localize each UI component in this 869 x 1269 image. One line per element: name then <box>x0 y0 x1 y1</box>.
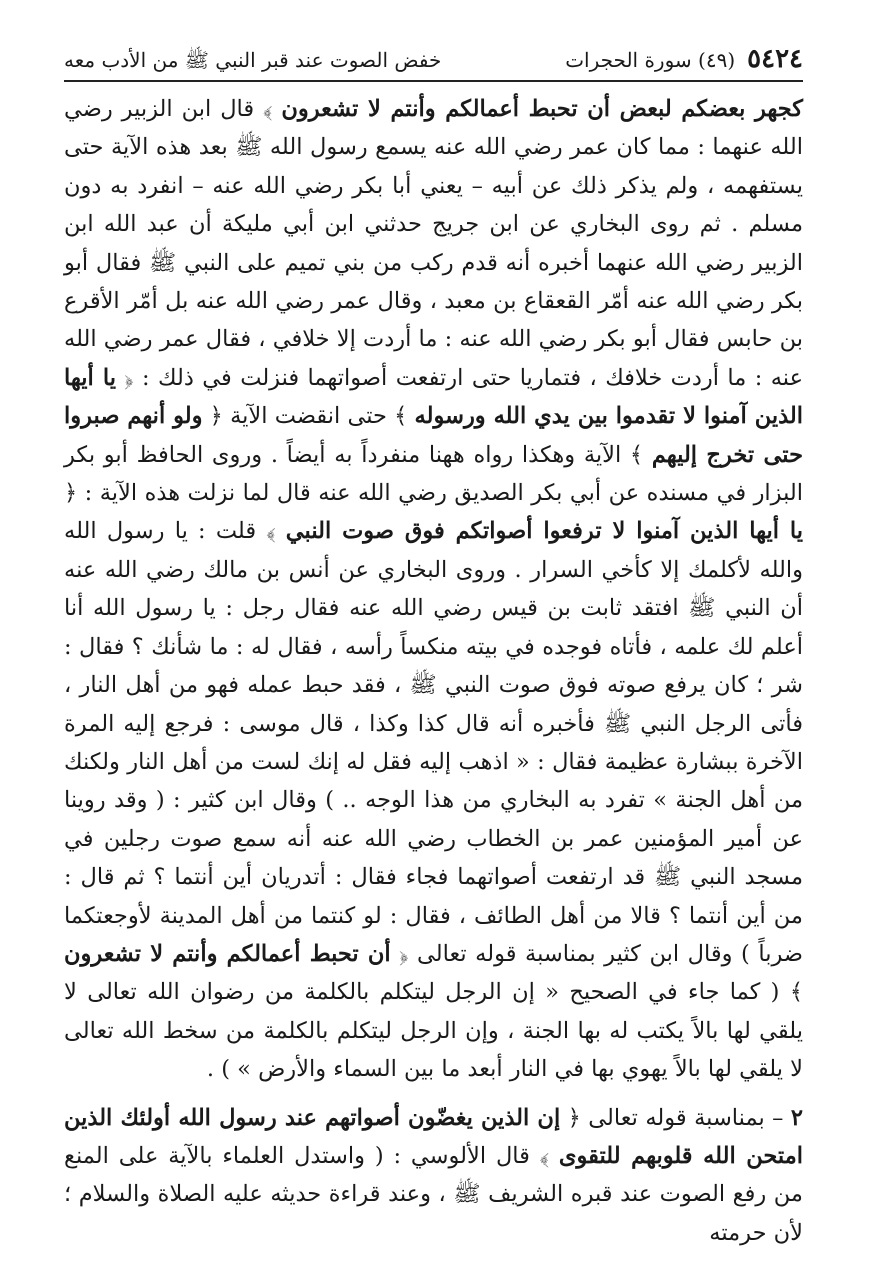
text-run: ولو أنهم صبروا حتى تخرج إليهم <box>64 403 803 468</box>
text-run: ﴾ حتى انقضت الآية ﴿ <box>202 403 415 430</box>
text-run: ﴾ الآية وهكذا رواه ههنا منفرداً به أيضاً . وروى الحافظ أبو بكر البزار في مسنده عن أبي بكر الصديق رضي الله عنه قال لما نزلت هذه الآية : ﴿ <box>64 441 803 507</box>
header-rule <box>64 80 803 82</box>
paragraph-1 <box>64 90 803 1089</box>
text-run: إن الذين يغضّون أصواتهم عند رسول الله أولئك الذين امتحن الله قلوبهم للتقوى <box>64 1104 803 1169</box>
surah-label: (٤٩) سورة الحجرات <box>565 48 736 72</box>
body-text <box>64 90 803 1252</box>
text-run: ٢ <box>790 1104 803 1131</box>
text-run: ﴾ قال الألوسي : ( واستدل العلماء بالآية على المنع من رفع الصوت عند قبره الشريف ﷺ ، وعند قراءة حديثه عليه الصلاة والسلام ؛ لأن حرمته <box>64 1142 803 1246</box>
text-run: يا أيها الذين آمنوا لا ترفعوا أصواتكم فوق صوت النبي <box>285 518 803 545</box>
text-run: – بمناسبة قوله تعالى ﴿ <box>560 1104 791 1131</box>
running-title: خفض الصوت عند قبر النبي ﷺ من الأدب معه <box>64 48 442 72</box>
text-run: كجهر بعضكم لبعض أن تحبط أعمالكم وأنتم لا تشعرون <box>281 96 804 122</box>
paragraph-2 <box>64 1099 803 1253</box>
page-number: ٥٤٢٤ <box>747 44 803 74</box>
text-run: ﴾ قال ابن الزبير رضي الله عنهما : مما كان عمر رضي الله عنه يسمع رسول الله ﷺ بعد هذه الآية حتى يستفهمه ، ولم يذكر ذلك عن أبيه – يعني أبا بكر رضي الله عنه – انفرد به دون مسلم . ثم روى البخاري عن ابن جريج حدثني ابن أبي مليكة أن عبد الله ابن الزبير رضي الله عنهما أخبره أنه قدم ركب من بني تميم على النبي ﷺ فقال أبو بكر رضي الله عنه أمّر القعقاع بن معبد ، وقال عمر رضي الله عنه بل أمّر الأقرع بن حابس فقال أبو بكر رضي الله عنه : ما أردت إلا خلافي ، فقال عمر رضي الله عنه : ما أردت خلافك ، فتماريا حتى ارتفعت أصواتهما فنزلت في ذلك : ﴿ <box>64 96 803 391</box>
text-run: أن تحبط أعمالكم وأنتم لا تشعرون <box>64 940 391 967</box>
text-run: ﴾ ( كما جاء في الصحيح « إن الرجل ليتكلم بالكلمة من رضوان الله تعالى لا يلقي لها بالاً يكتب له بها الجنة ، وإن الرجل ليتكلم بالكلمة من سخط الله تعالى لا يلقي لها بالاً يهوي بها في النار أبعد ما بين السماء والأرض » ) . <box>64 979 803 1083</box>
text-run: ﴾ قلت : يا رسول الله والله لأكلمك إلا كأخي السرار . وروى البخاري عن أنس بن مالك رضي الله عنه أن النبي ﷺ افتقد ثابت بن قيس رضي الله عنه فقال رجل : يا رسول الله أنا أعلم لك علمه ، فأتاه فوجده في بيته منكساً رأسه ، فقال له : ما شأنك ؟ فقال : شر ؛ كان يرفع صوته فوق صوت النبي ﷺ ، فقد حبط عمله فهو من أهل النار ، فأتى الرجل النبي ﷺ فأخبره أنه قال كذا وكذا ، قال موسى : فرجع إليه المرة الآخرة ببشارة عظيمة فقال : « اذهب إليه فقل له إنك لست من أهل النار ولكنك من أهل الجنة » تفرد به البخاري من هذا الوجه .. ) وقال ابن كثير : ( وقد روينا عن أمير المؤمنين عمر بن الخطاب رضي الله عنه أنه سمع صوت رجلين في مسجد النبي ﷺ قد ارتفعت أصواتهما فجاء فقال : أتدريان أين أنتما ؟ ثم قال : من أين أنتما ؟ قالا من أهل الطائف ، فقال : لو كنتما من أهل المدينة لأوجعتكما ضرباً ) وقال ابن كثير بمناسبة قوله تعالى ﴿ <box>64 518 803 967</box>
page-header <box>64 40 803 78</box>
text-run: يا أيها الذين آمنوا لا تقدموا بين يدي الله ورسوله <box>64 364 803 430</box>
